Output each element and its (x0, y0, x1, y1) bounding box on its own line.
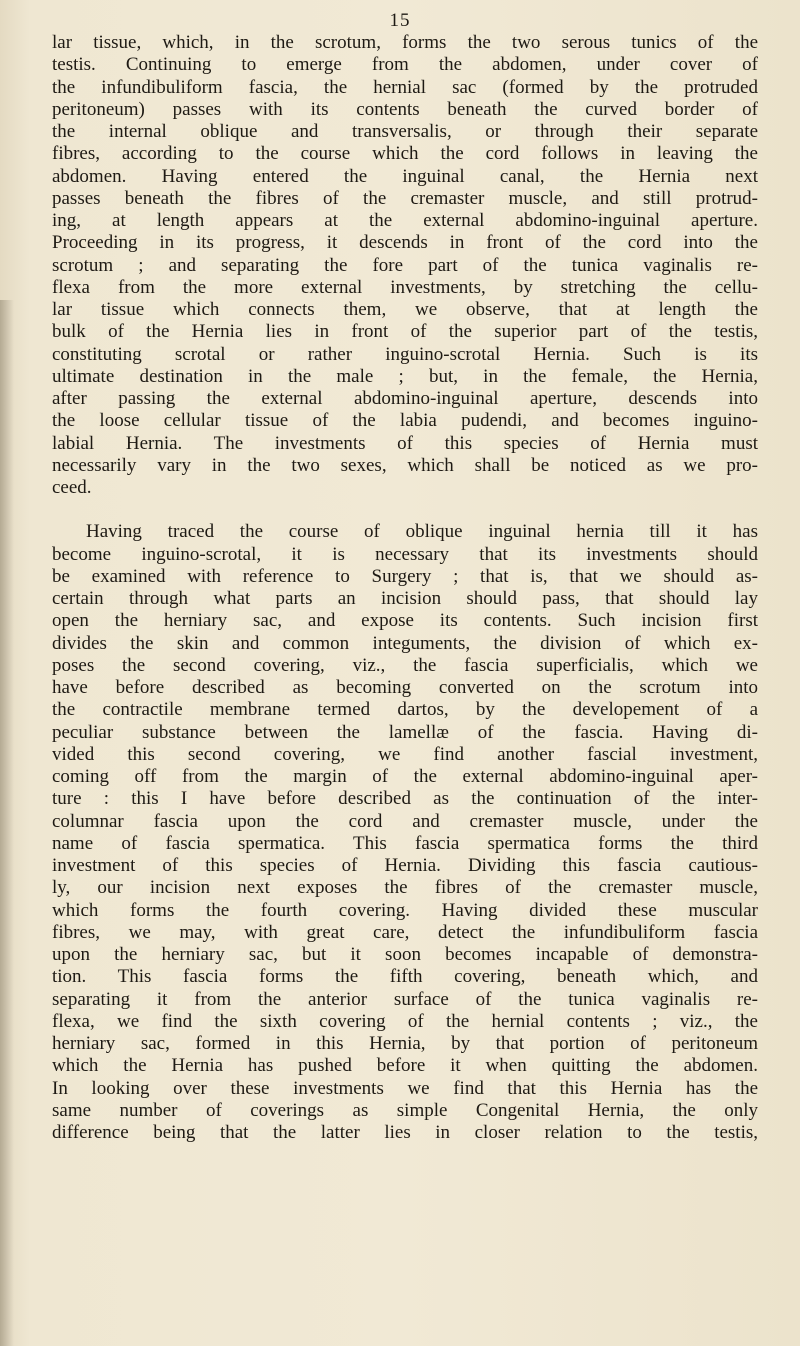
paragraph (52, 521, 758, 1144)
text-line: In looking over these investments we find that this Hernia has the (52, 1077, 758, 1099)
text-line: lar tissue which connects them, we observe, that at length the (52, 299, 758, 320)
text-line: necessarily vary in the two sexes, which shall be noticed as we pro- (52, 454, 758, 476)
text-line: be examined with reference to Surgery ; that is, that we should as- (52, 565, 758, 587)
text-line: flexa, we find the sixth covering of the hernial contents ; viz., the (52, 1010, 758, 1032)
text-line: lar tissue, which, in the scrotum, forms the two serous tunics of the (52, 32, 758, 53)
text-line: tion. This fascia forms the fifth covering, beneath which, and (52, 966, 758, 988)
text-line: ing, at length appears at the external abdomino-inguinal aperture. (52, 210, 758, 231)
text-line: fibres, we may, with great care, detect the infundibuliform fascia (52, 921, 758, 943)
text-line: ture : this I have before described as the continuation of the inter- (52, 788, 758, 810)
text-line: testis. Continuing to emerge from the abdomen, under cover of (52, 54, 758, 76)
text-line: peculiar substance between the lamellæ of the fascia. Having di- (52, 721, 758, 743)
text-line: investment of this species of Hernia. Dividing this fascia cautious- (52, 855, 758, 876)
text-line: the internal oblique and transversalis, or through their separate (52, 121, 758, 142)
text-line: Having traced the course of oblique inguinal hernia till it has (86, 521, 758, 543)
text-line: scrotum ; and separating the fore part of the tunica vaginalis re- (52, 254, 758, 276)
text-line: open the herniary sac, and expose its contents. Such incision first (52, 610, 758, 632)
text-line: after passing the external abdomino-inguinal aperture, descends into (52, 388, 758, 409)
text-line: ly, our incision next exposes the fibres of the cremaster muscle, (52, 877, 758, 899)
text-line: flexa from the more external investments, by stretching the cellu- (52, 276, 758, 298)
text-line: labial Hernia. The investments of this species of Hernia must (52, 432, 758, 454)
text-line: Proceeding in its progress, it descends in front of the cord into the (52, 232, 758, 254)
text-line: fibres, according to the course which the cord follows in leaving the (52, 143, 758, 165)
text-line: separating it from the anterior surface of the tunica vaginalis re- (52, 988, 758, 1010)
text-line: the loose cellular tissue of the labia pudendi, and becomes inguino- (52, 410, 758, 432)
text-line: same number of coverings as simple Congenital Hernia, the only (52, 1099, 758, 1121)
text-line: columnar fascia upon the cord and cremaster muscle, under the (52, 810, 758, 832)
text-line: the infundibuliform fascia, the hernial sac (formed by the protruded (52, 76, 758, 98)
text-line: vided this second covering, we find another fascial investment, (52, 743, 758, 765)
text-line: ceed. (52, 477, 92, 498)
text-line: divides the skin and common integuments, the division of which ex- (52, 632, 758, 654)
paragraph (52, 32, 758, 499)
text-line: peritoneum) passes with its contents beneath the curved border of (52, 98, 758, 120)
body-text (52, 32, 758, 1144)
binding-shadow (0, 300, 14, 1346)
page-number: 15 (389, 10, 411, 31)
text-line: upon the herniary sac, but it soon becomes incapable of demonstra- (52, 944, 758, 965)
text-line: coming off from the margin of the external abdomino-inguinal aper- (52, 766, 758, 787)
text-line: which forms the fourth covering. Having divided these muscular (52, 899, 758, 921)
text-line: become inguino-scrotal, it is necessary that its investments should (52, 543, 758, 565)
text-line: have before described as becoming converted on the scrotum into (52, 677, 758, 698)
text-line: bulk of the Hernia lies in front of the superior part of the testis, (52, 321, 758, 343)
text-line: which the Hernia has pushed before it when quitting the abdomen. (52, 1055, 758, 1077)
text-line: poses the second covering, viz., the fascia superficialis, which we (52, 654, 758, 676)
text-line: certain through what parts an incision should pass, that should lay (52, 588, 758, 609)
text-line: ultimate destination in the male ; but, in the female, the Hernia, (52, 365, 758, 387)
text-line: name of fascia spermatica. This fascia spermatica forms the third (52, 832, 758, 854)
text-line: constituting scrotal or rather inguino-scrotal Hernia. Such is its (52, 343, 758, 365)
text-line: herniary sac, formed in this Hernia, by that portion of peritoneum (52, 1033, 758, 1054)
text-line: difference being that the latter lies in closer relation to the testis, (52, 1122, 758, 1143)
text-line: passes beneath the fibres of the cremaster muscle, and still protrud- (52, 187, 758, 209)
text-line: abdomen. Having entered the inguinal canal, the Hernia next (52, 165, 758, 187)
text-line: the contractile membrane termed dartos, by the developement of a (52, 699, 758, 721)
